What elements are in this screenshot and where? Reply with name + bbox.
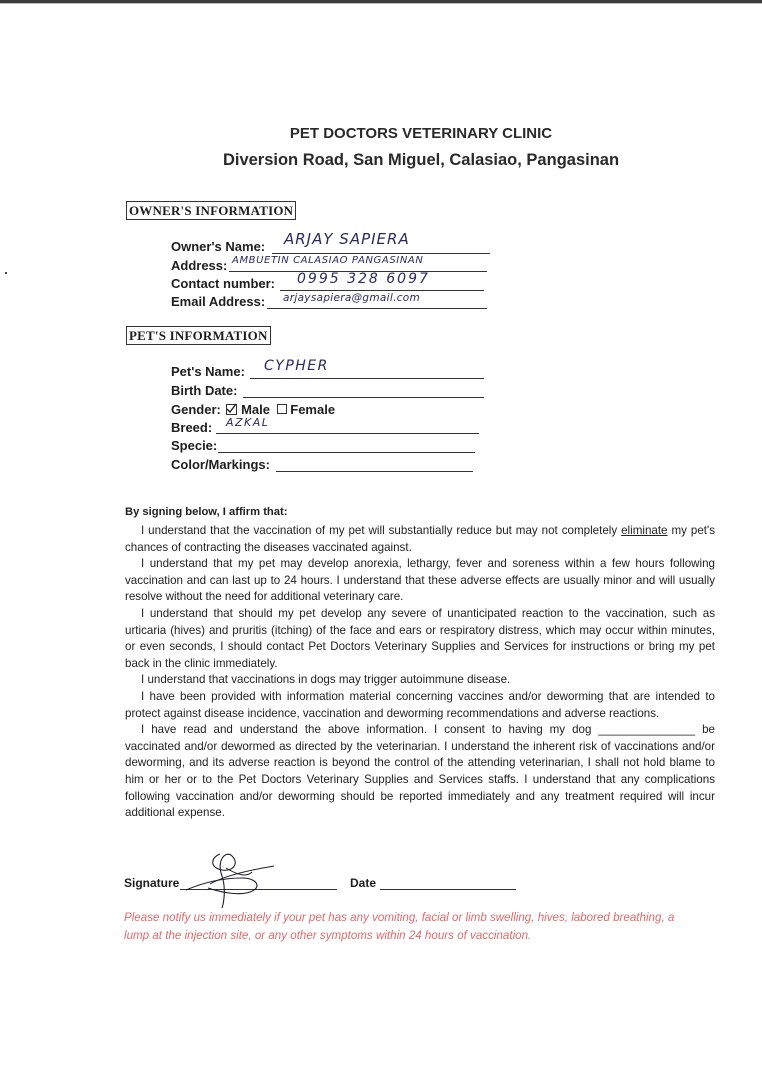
consent-p1-start: I understand that the vaccination of my pet will substantially reduce but may not completely — [141, 524, 622, 537]
pet-name-label: Pet's Name: — [171, 364, 245, 379]
email-value[interactable]: arjaysapiera@gmail.com — [283, 292, 421, 304]
pet-name-line — [250, 378, 484, 379]
consent-body — [125, 523, 715, 822]
gender-label: Gender: — [171, 402, 221, 417]
consent-lead: By signing below, I affirm that: — [125, 506, 288, 518]
handwritten-signature — [180, 848, 280, 910]
birth-date-label: Birth Date: — [171, 383, 238, 398]
owner-section-heading: OWNER'S INFORMATION — [126, 201, 296, 220]
consent-p1-end: my pet's chances of contracting the diseases vaccinated against. — [125, 524, 715, 554]
consent-paragraph-5: I have been provided with information material concerning vaccines and/or deworming that are intended to protect against disease incidence, vaccination and deworming recommendations and adverse reactions. — [125, 689, 715, 720]
consent-paragraph-4: I understand that vaccinations in dogs may trigger autoimmune disease. — [141, 673, 511, 687]
consent-paragraph-3: I understand that should my pet develop any severe of unanticipated reaction to the vaccination, such as urticaria (hives) and pruritis (itching) of the face and ears or respiratory distress, which may occur within minutes, or even seconds, I should contact Pet Doctors Veterinary Supplies and Services for instructions or bring my pet back in the clinic immediately. — [125, 606, 715, 670]
pet-section-heading: PET'S INFORMATION — [126, 326, 271, 345]
date-label: Date — [350, 876, 377, 890]
clinic-name: PET DOCTORS VETERINARY CLINIC — [289, 125, 553, 142]
breed-value[interactable]: AZKAL — [226, 416, 270, 429]
female-checkbox[interactable] — [277, 404, 287, 414]
owner-name-value[interactable]: ARJAY SAPIERA — [284, 230, 410, 248]
address-value[interactable]: AMBUETIN CALASIAO PANGASINAN — [232, 255, 424, 266]
consent-paragraph-2: I understand that my pet may develop anorexia, lethargy, fever and soreness within a few hours following vaccination and can last up to 24 hours. I understand that these adverse effects are usually minor and will usually resolve without the need for additional veterinary care. — [125, 557, 715, 604]
signature-label: Signature — [124, 876, 180, 890]
contact-number-value[interactable]: 0995 328 6097 — [297, 271, 430, 287]
owner-name-line — [272, 253, 490, 254]
specie-line — [218, 452, 475, 453]
check-mark-icon — [226, 403, 237, 413]
breed-line — [216, 433, 479, 434]
gender-row — [171, 402, 335, 417]
specie-label: Specie: — [171, 438, 218, 453]
scan-top-edge-shadow — [0, 3, 762, 4]
male-checkbox[interactable] — [226, 404, 237, 415]
address-label: Address: — [171, 258, 228, 273]
color-markings-label: Color/Markings: — [171, 457, 270, 472]
consent-paragraph-6: I have read and understand the above information. I consent to having my dog _______________ be vaccinated and/or dewormed as directed by the veterinarian. I understand the inherent risk of vaccinations and/or deworming, and its adverse reaction is beyond the control of the attending veterinarian, I shall not hold blame to him or her or to the Pet Doctors Veterinary Supplies and Services staffs. I understand that any complications following vaccination and/or deworming should be reported immediately and any treatment required will incur additional expense. — [125, 723, 715, 820]
contact-number-label: Contact number: — [171, 276, 275, 291]
contact-number-line — [280, 290, 484, 291]
post-vaccination-notice: Please notify us immediately if your pet has any vomiting, facial or limb swelling, hives, labored breathing, a lump at the injection site, or any other symptoms within 24 hours of vaccination. — [124, 911, 675, 942]
owner-name-label: Owner's Name: — [171, 239, 266, 254]
consent-paragraph-1 — [125, 523, 715, 556]
color-markings-line — [276, 471, 473, 472]
breed-label: Breed: — [171, 420, 213, 435]
male-option-label: Male — [241, 402, 270, 417]
email-label: Email Address: — [171, 294, 266, 309]
consent-p1-emphasis: eliminate — [621, 524, 668, 537]
clinic-address: Diversion Road, San Miguel, Calasiao, Pangasinan — [222, 151, 620, 169]
date-line — [380, 889, 516, 890]
female-option-label: Female — [290, 402, 336, 417]
birth-date-line — [243, 397, 484, 398]
email-line — [267, 308, 487, 309]
pet-name-value[interactable]: CYPHER — [264, 358, 329, 374]
scan-speck — [5, 272, 7, 274]
